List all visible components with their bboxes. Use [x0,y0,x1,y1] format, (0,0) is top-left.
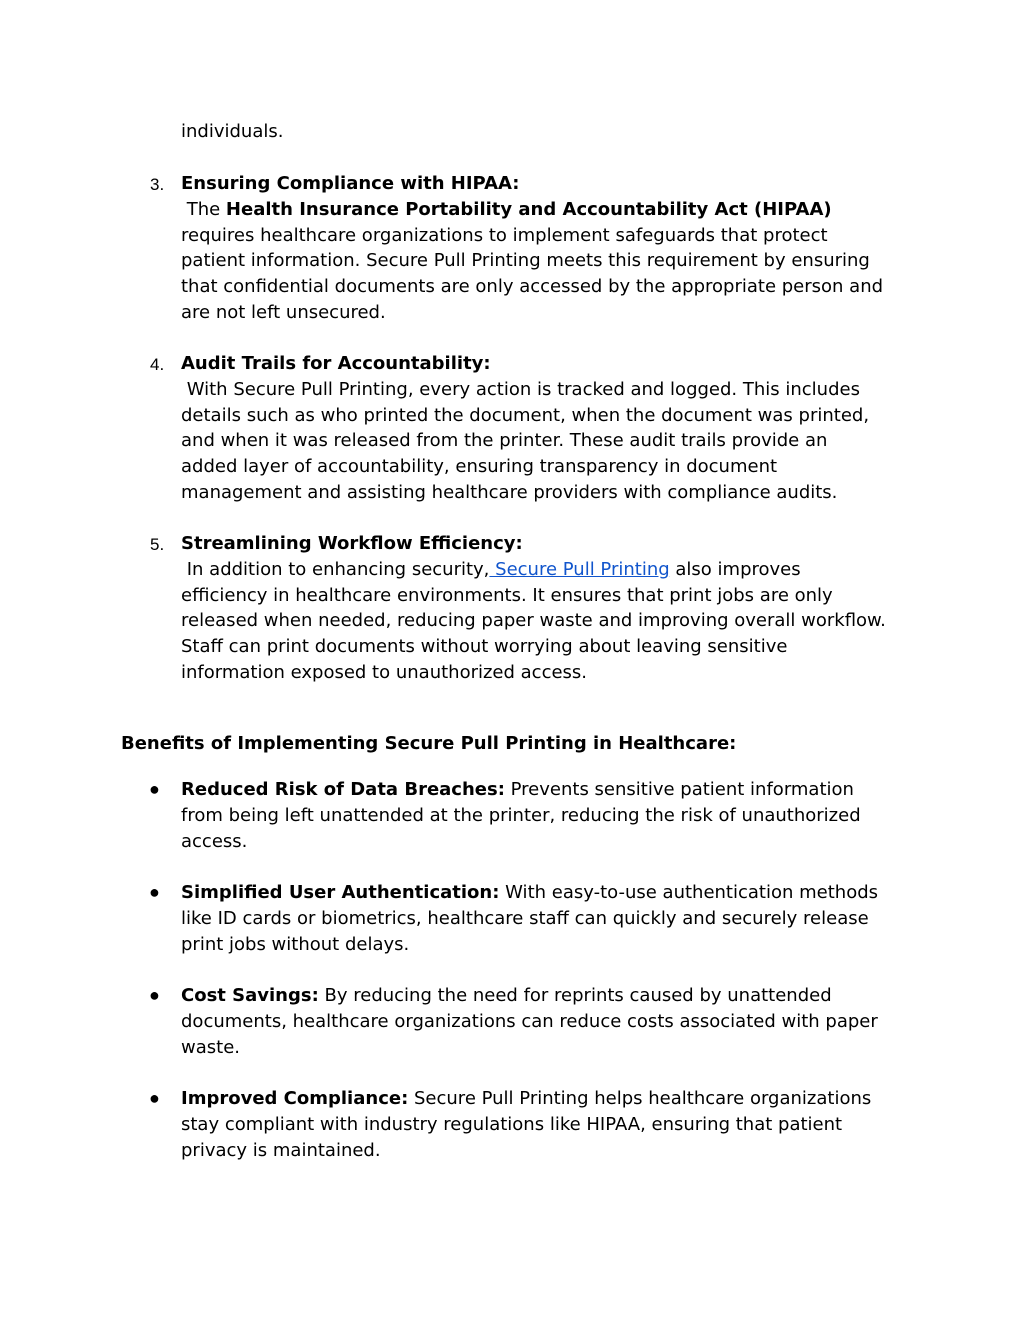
bullet-icon: ● [149,985,160,1005]
paragraph-line: and when it was released from the printer. These audit trails provide an [181,430,828,452]
paragraph-text: With easy-to-use authentication methods [499,882,879,903]
paragraph-text: Secure Pull Printing helps healthcare organizations [408,1088,872,1109]
paragraph-text: In addition to enhancing security, [181,558,490,580]
paragraph-line: like ID cards or biometrics, healthcare staff can quickly and securely release [181,907,869,929]
paragraph-line: With Secure Pull Printing, every action is tracked and logged. This includes [181,378,860,400]
paragraph-line: management and assisting healthcare providers with compliance audits. [181,481,838,503]
paragraph-line: released when needed, reducing paper waste and improving overall workflow. [181,610,886,632]
paragraph-line [181,777,921,803]
paragraph-line: details such as who printed the document, when the document was printed, [181,404,870,426]
paragraph-text: The [181,198,226,220]
paragraph-line: are not left unsecured. [181,301,386,323]
paragraph-line: stay compliant with industry regulations like HIPAA, ensuring that patient [181,1113,843,1135]
bullet-title: Improved Compliance: [181,1088,409,1109]
continuation-text [181,119,921,145]
list-item-title: Audit Trails for Accountability: [181,353,491,374]
list-item-body [181,1086,921,1163]
paragraph-line [181,983,921,1009]
paragraph-line: from being left unattended at the printer, reducing the risk of unauthorized [181,804,861,826]
paragraph-line: requires healthcare organizations to implement safeguards that protect [181,224,828,246]
paragraph-line: patient information. Secure Pull Printing meets this requirement by ensuring [181,250,870,272]
paragraph-line [181,1086,921,1112]
paragraph-line [181,880,921,906]
list-number: 4. [150,355,165,374]
paragraph-line: efficiency in healthcare environments. It ensures that print jobs are only [181,584,833,606]
bullet-title: Reduced Risk of Data Breaches: [181,779,505,800]
paragraph-line: waste. [181,1036,240,1058]
list-item-body [181,983,921,1060]
bullet-title: Cost Savings: [181,985,319,1006]
list-item-body [181,880,921,957]
paragraph-line: access. [181,830,248,852]
list-item-body [181,171,921,326]
list-item-body [181,351,921,506]
paragraph-line: added layer of accountability, ensuring transparency in document [181,456,778,478]
paragraph-line: Staff can print documents without worrying about leaving sensitive [181,636,788,658]
paragraph-text: also improves [669,558,801,580]
bold-phrase: Health Insurance Portability and Accountability Act (HIPAA) [225,198,832,220]
bullet-icon: ● [149,779,160,799]
list-number: 5. [150,535,165,554]
list-item-body [181,531,921,686]
list-item-title: Streamlining Workflow Efficiency: [181,533,523,554]
paragraph-line: individuals. [181,121,284,142]
list-item-title: Ensuring Compliance with HIPAA: [181,173,520,194]
paragraph-line: print jobs without delays. [181,933,410,955]
list-item-body [181,777,921,854]
bullet-title: Simplified User Authentication: [181,882,500,903]
list-number: 3. [150,175,165,194]
secure-pull-printing-link[interactable]: Secure Pull Printing [489,558,670,580]
paragraph-text: By reducing the need for reprints caused by unattended [318,985,832,1006]
bullet-icon: ● [149,882,160,902]
paragraph-line: privacy is maintained. [181,1139,381,1161]
paragraph-line: documents, healthcare organizations can reduce costs associated with paper [181,1010,878,1032]
paragraph-text: Prevents sensitive patient information [504,779,854,800]
paragraph-line: information exposed to unauthorized access. [181,661,588,683]
section-heading: Benefits of Implementing Secure Pull Printing in Healthcare: [121,733,737,754]
paragraph-line [181,197,921,223]
paragraph-line: that confidential documents are only accessed by the appropriate person and [181,276,884,298]
bullet-icon: ● [149,1088,160,1108]
paragraph-line [181,557,921,583]
